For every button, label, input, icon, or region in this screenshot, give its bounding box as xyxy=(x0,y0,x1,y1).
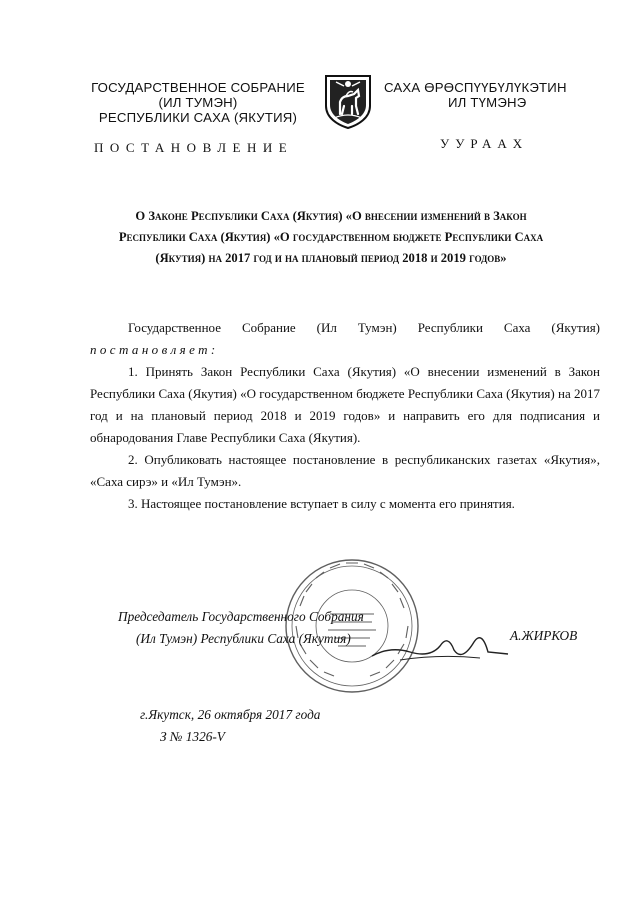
intro-paragraph: Государственное Собрание (Ил Тумэн) Республики Саха (Якутия) xyxy=(128,320,600,335)
header-right-line: ИЛ ТҮМЭНЭ xyxy=(448,95,527,110)
header-left-line: ГОСУДАРСТВЕННОЕ СОБРАНИЕ xyxy=(91,80,305,95)
document-body xyxy=(90,317,600,515)
place-date-block xyxy=(140,704,320,748)
document-title xyxy=(90,206,572,269)
postanovlyaet-label: постановляет: xyxy=(90,342,219,357)
title-line: (Якутия) на 2017 год и на плановый период 2018 и 2019 годов» xyxy=(155,251,507,265)
header-left-line: РЕСПУБЛИКИ САХА (ЯКУТИЯ) xyxy=(98,110,298,125)
signatory-title-line: (Ил Тумэн) Республики Саха (Якутия) xyxy=(136,631,351,646)
resolution-item: 3. Настоящее постановление вступает в силу с момента его принятия. xyxy=(128,496,515,511)
signatory-name: А.ЖИРКОВ xyxy=(510,628,578,643)
header-left-line: (ИЛ ТУМЭН) xyxy=(158,95,238,110)
title-line: О Законе Республики Саха (Якутия) «О внесении изменений в Закон xyxy=(135,209,527,223)
header-right-line: САХА ӨРӨСПҮҮБҮЛҮКЭТИН xyxy=(384,80,567,95)
resolution-item: 1. Принять Закон Республики Саха (Якутия) «О внесении изменений в Закон Республики Саха (Якутия) «О государственном бюджете Республики Саха (Якутия) на 2017 год и на плановый период 2018 и 2019 годов» и направить его для подписания и обнародования Главе Республики Саха (Якутия). xyxy=(90,364,600,445)
document-number: З № 1326-V xyxy=(160,729,225,744)
title-line: Республики Саха (Якутия) «О государственном бюджете Республики Саха xyxy=(118,230,544,244)
resolution-item: 2. Опубликовать настоящее постановление в республиканских газетах «Якутия», «Саха сирэ» и «Ил Тумэн». xyxy=(90,452,600,489)
place-date: г.Якутск, 26 октября 2017 года xyxy=(140,707,321,722)
signatory-title xyxy=(118,606,364,650)
header-right-org xyxy=(384,80,584,110)
coat-of-arms-icon xyxy=(318,70,378,130)
decree-heading-sakha: УУРААХ xyxy=(440,136,529,151)
header-left-org xyxy=(88,80,308,125)
decree-heading-ru: ПОСТАНОВЛЕНИЕ xyxy=(94,140,294,155)
handwritten-signature xyxy=(370,616,510,666)
signatory-title-line: Председатель Государственного Собрания xyxy=(118,609,364,624)
